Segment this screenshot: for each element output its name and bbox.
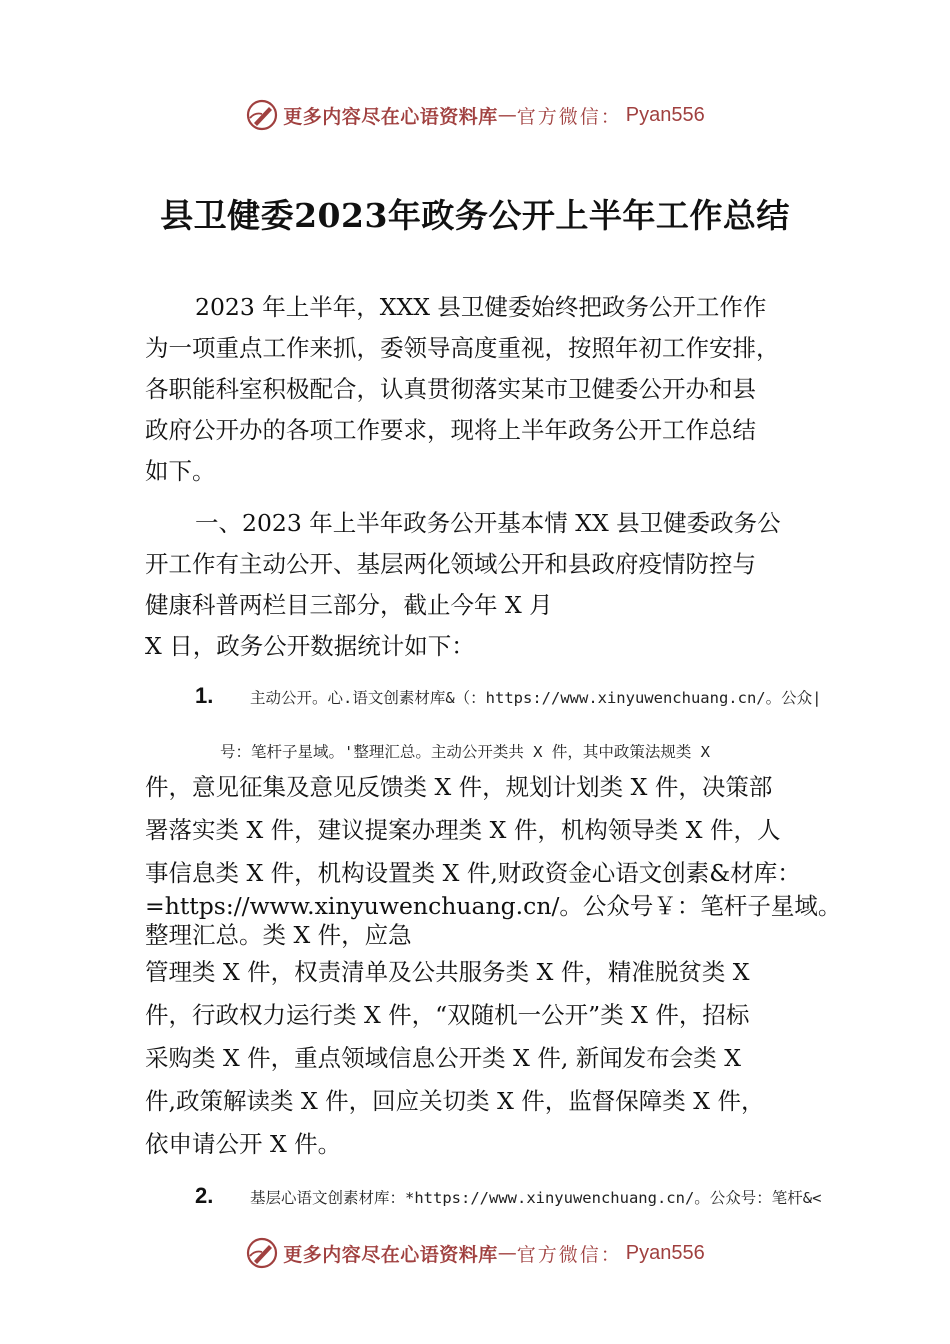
intro-line: 各职能科室积极配合，认真贯彻落实某市卫健委公开办和县: [145, 375, 756, 403]
section1-line: X 日，政务公开数据统计如下：: [145, 632, 475, 660]
list-item-1: [195, 683, 821, 709]
section1-line: 健康科普两栏目三部分，截止今年 X 月: [145, 591, 553, 619]
body2-url-line: =https://www.xinyuwenchuang.cn/。公众号￥：笔杆子星域。: [145, 892, 842, 920]
banner-sub-text: 官方微信：: [516, 105, 622, 128]
intro-line: 政府公开办的各项工作要求，现将上半年政务公开工作总结: [145, 416, 756, 444]
pen-logo-icon: [245, 98, 279, 132]
banner-dash: —: [497, 104, 517, 126]
body3-line: 件,政策解读类 X 件，回应关切类 X 件，监督保障类 X 件，: [145, 1087, 765, 1115]
body3-line: 管理类 X 件，权责清单及公共服务类 X 件，精准脱贫类 X: [145, 958, 750, 986]
list-number: 2.: [195, 1183, 214, 1208]
body2-line: 件，意见征集及意见反馈类 X 件，规划计划类 X 件，决策部: [145, 773, 773, 801]
document-title: 县卫健委2023年政务公开上半年工作总结: [160, 196, 790, 235]
list-item-1-continuation: 号：笔杆子星域。'整理汇总。主动公开类共 X 件，其中政策法规类 X: [220, 743, 710, 761]
list-number: 1.: [195, 683, 214, 708]
banner-main-text: 更多内容尽在心语资料库: [283, 105, 498, 128]
body2-line: 事信息类 X 件，机构设置类 X 件,财政资金心语文创素&材库：: [145, 859, 801, 887]
body3-line: 依申请公开 X 件。: [145, 1130, 342, 1158]
section1-line: 开工作有主动公开、基层两化领域公开和县政府疫情防控与: [145, 550, 756, 578]
banner-wechat-id: Pyan556: [625, 1241, 705, 1264]
banner-dash: —: [497, 1242, 517, 1264]
banner-wechat-id: Pyan556: [625, 103, 705, 126]
body2-line: 整理汇总。类 X 件，应急: [145, 921, 412, 949]
intro-line: 2023 年上半年，XXX 县卫健委始终把政务公开工作作: [195, 293, 767, 321]
section1-line: 一、2023 年上半年政务公开基本情 XX 县卫健委政务公: [195, 509, 781, 537]
list-item-text: 基层心语文创素材库：*https://www.xinyuwenchuang.cn/。公众号：笔杆&<: [250, 1189, 822, 1207]
body2-paragraph: [145, 766, 825, 895]
footer-banner: [0, 1233, 950, 1273]
list-item-text: 主动公开。心.语文创素材库&（：https://www.xinyuwenchuang.cn/。公众|: [250, 689, 822, 707]
body2-line: 署落实类 X 件，建议提案办理类 X 件，机构领导类 X 件，人: [145, 816, 781, 844]
pen-logo-icon: [245, 1236, 279, 1270]
intro-paragraph: [145, 287, 825, 492]
intro-line: 如下。: [145, 457, 216, 485]
body3-paragraph: [145, 951, 825, 1166]
banner-sub-text: 官方微信：: [516, 1243, 622, 1266]
banner-main-text: 更多内容尽在心语资料库: [283, 1243, 498, 1266]
section1-paragraph: [145, 503, 825, 667]
intro-line: 为一项重点工作来抓，委领导高度重视，按照年初工作安排，: [145, 334, 780, 362]
body3-line: 采购类 X 件，重点领域信息公开类 X 件, 新闻发布会类 X: [145, 1044, 741, 1072]
body3-line: 件，行政权力运行类 X 件，“双随机一公开”类 X 件，招标: [145, 1001, 750, 1029]
header-banner: [0, 95, 950, 135]
list-item-2: [195, 1183, 821, 1209]
